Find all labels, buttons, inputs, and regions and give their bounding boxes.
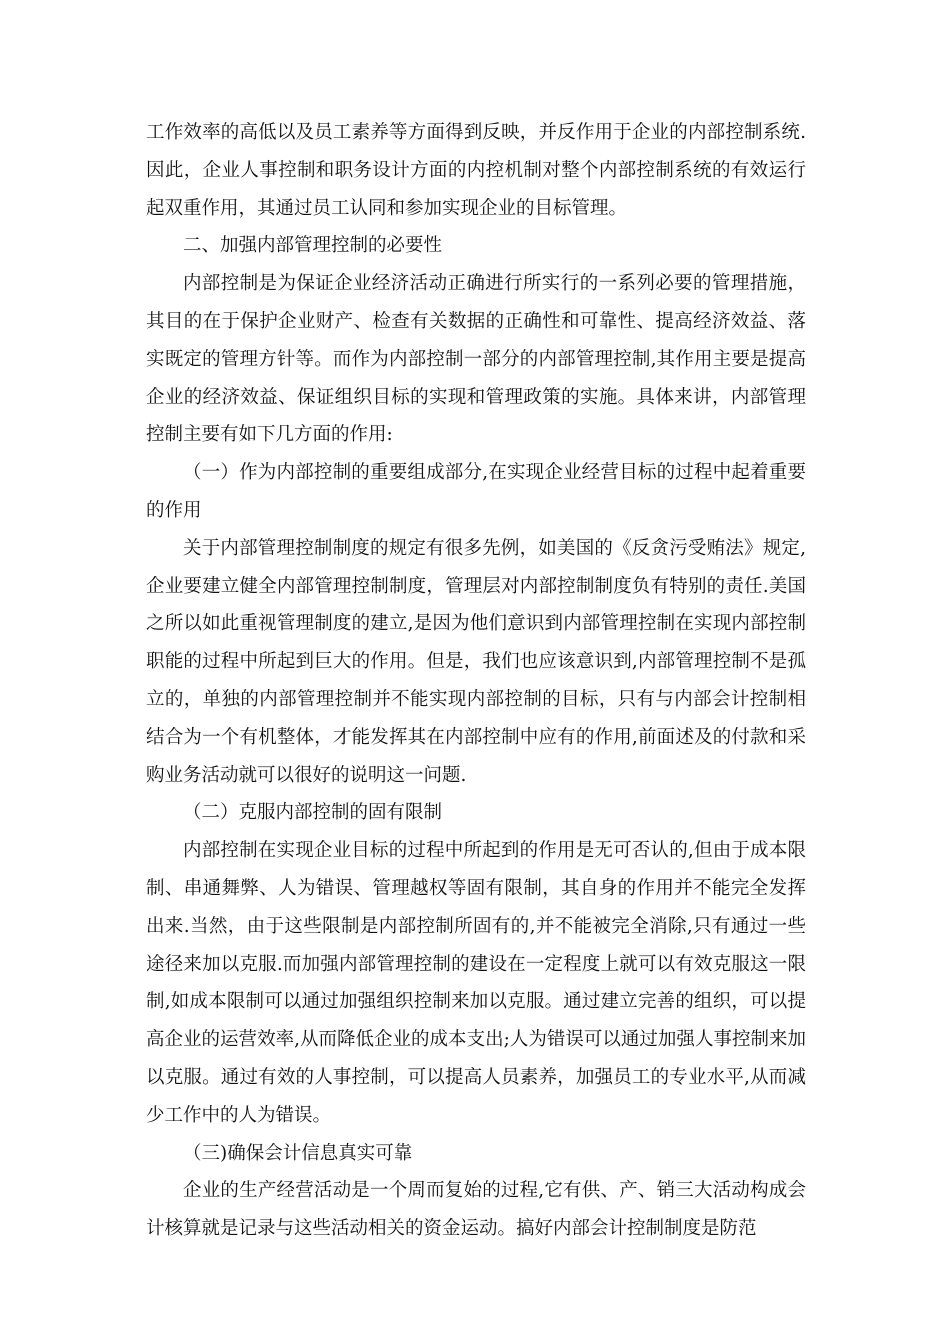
paragraph-continued: 工作效率的高低以及员工素养等方面得到反映，并反作用于企业的内部控制系统.因此，企业人事控制和职务设计方面的内控机制对整个内部控制系统的有效运行起双重作用，其通过员工认同和参加实现企业的目标管理。 (146, 122, 806, 219)
paragraph-body: 关于内部管理控制制度的规定有很多先例，如美国的《反贪污受贿法》规定,企业要建立健全内部管理控制制度，管理层对内部控制制度负有特别的责任.美国之所以如此重视管理制度的建立,是因为他们意识到内部管理控制在实现内部控制职能的过程中所起到巨大的作用。但是，我们也应该意识到,内部管理控制不是孤立的，单独的内部管理控制并不能实现内部控制的目标，只有与内部会计控制相结合为一个有机整体，才能发挥其在内部控制中应有的作用,前面述及的付款和采购业务活动就可以很好的说明这一问题. (146, 537, 806, 786)
document-page (146, 114, 806, 1248)
section-heading-necessity: 二、加强内部管理控制的必要性 (183, 235, 443, 257)
subsection-heading-3: （三)确保会计信息真实可靠 (183, 1142, 413, 1164)
paragraph-body: 内部控制在实现企业目标的过程中所起到的作用是无可否认的,但由于成本限制、串通舞弊、人为错误、管理越权等固有限制，其自身的作用并不能完全发挥出来.当然，由于这些限制是内部控制所固有的,并不能被完全消除,只有通过一些途径来加以克服.而加强内部管理控制的建设在一定程度上就可以有效克服这一限制,如成本限制可以通过加强组织控制来加以克服。通过建立完善的组织，可以提高企业的运营效率,从而降低企业的成本支出;人为错误可以通过加强人事控制来加以克服。通过有效的人事控制，可以提高人员素养，加强员工的专业水平,从而减少工作中的人为错误。 (146, 840, 806, 1126)
subsection-heading-2: （二）克服内部控制的固有限制 (183, 802, 443, 824)
subsection-heading-1: （一）作为内部控制的重要组成部分,在实现企业经营目标的过程中起着重要的作用 (146, 462, 806, 521)
paragraph-body: 企业的生产经营活动是一个周而复始的过程,它有供、产、销三大活动构成会计核算就是记录与这些活动相关的资金运动。搞好内部会计控制制度是防范 (146, 1180, 806, 1240)
paragraph-body: 内部控制是为保证企业经济活动正确进行所实行的一系列必要的管理措施，其目的在于保护企业财产、检查有关数据的正确性和可靠性、提高经济效益、落实既定的管理方针等。而作为内部控制一部分的内部管理控制,其作用主要是提高企业的经济效益、保证组织目标的实现和管理政策的实施。具体来讲，内部管理控制主要有如下几方面的作用: (146, 273, 806, 446)
